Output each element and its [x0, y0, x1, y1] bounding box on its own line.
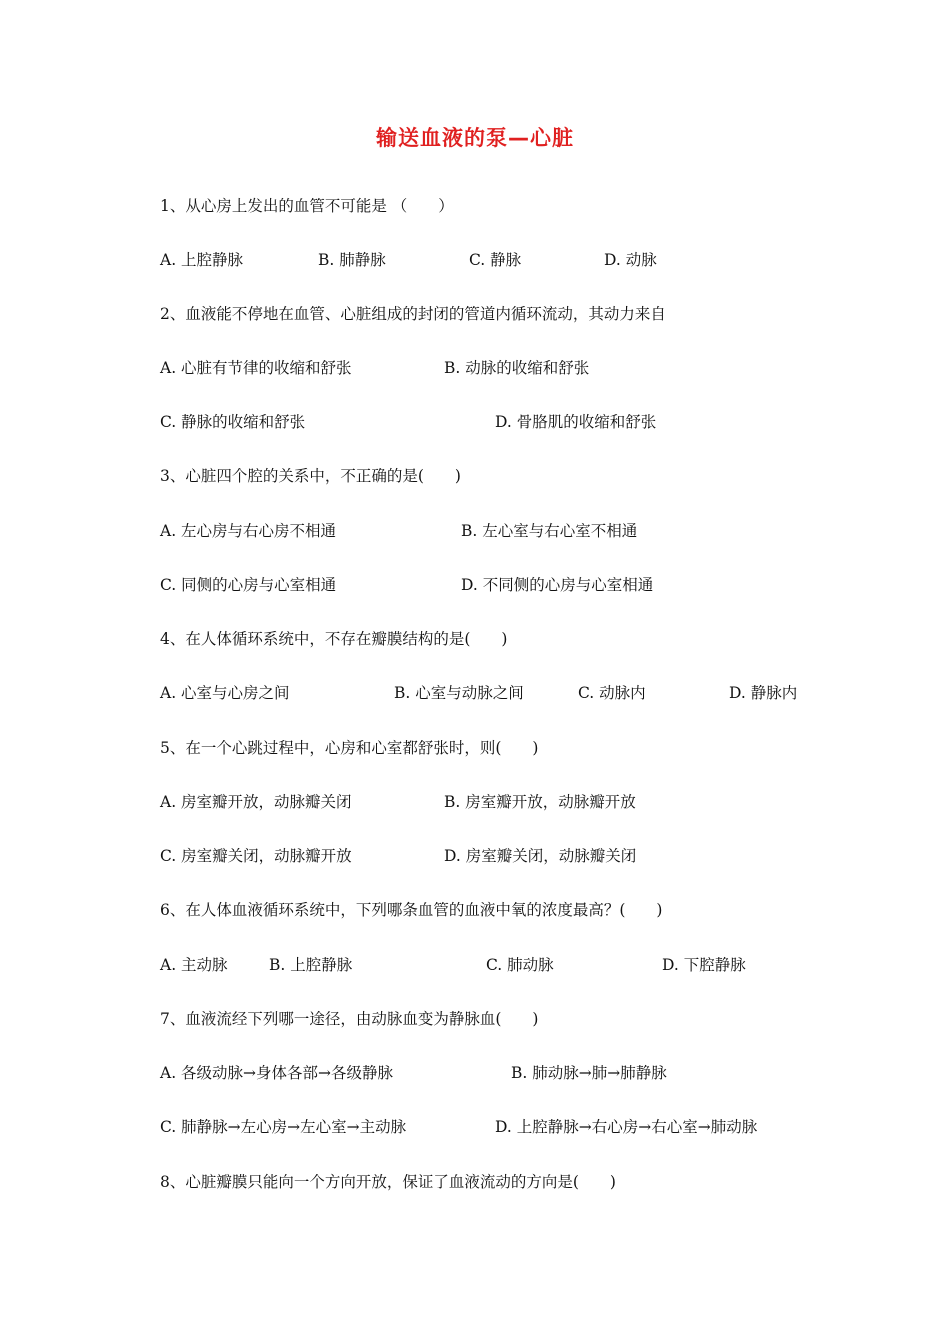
- question-7-option-c: C. 肺静脉→左心房→左心室→主动脉: [160, 1118, 407, 1136]
- question-1-option-b: B. 肺静脉: [318, 251, 386, 269]
- question-5-option-a: A. 房室瓣开放，动脉瓣关闭: [160, 793, 352, 811]
- question-6-stem: 6、在人体血液循环系统中，下列哪条血管的血液中氧的浓度最高？( ): [160, 901, 663, 919]
- question-7-option-a: A. 各级动脉→身体各部→各级静脉: [160, 1064, 394, 1082]
- question-2-option-a: A. 心脏有节律的收缩和舒张: [160, 359, 352, 377]
- question-5-option-d: D. 房室瓣关闭，动脉瓣关闭: [444, 847, 637, 865]
- question-3-option-c: C. 同侧的心房与心室相通: [160, 576, 337, 594]
- question-7-option-b: B. 肺动脉→肺→肺静脉: [511, 1064, 667, 1082]
- question-4-option-b: B. 心室与动脉之间: [394, 684, 524, 702]
- question-7-option-d: D. 上腔静脉→右心房→右心室→肺动脉: [495, 1118, 758, 1136]
- question-6-option-b: B. 上腔静脉: [269, 956, 353, 974]
- question-4-stem: 4、在人体循环系统中，不存在瓣膜结构的是( ): [160, 630, 508, 648]
- question-2-option-d: D. 骨胳肌的收缩和舒张: [495, 413, 657, 431]
- question-3-option-a: A. 左心房与右心房不相通: [160, 522, 337, 540]
- question-1-stem: 1、从心房上发出的血管不可能是 （ ）: [160, 197, 454, 215]
- question-1-option-d: D. 动脉: [604, 251, 657, 269]
- question-3-option-d: D. 不同侧的心房与心室相通: [461, 576, 654, 594]
- question-5-stem: 5、在一个心跳过程中，心房和心室都舒张时，则( ): [160, 739, 539, 757]
- question-5-option-c: C. 房室瓣关闭，动脉瓣开放: [160, 847, 352, 865]
- question-2-option-c: C. 静脉的收缩和舒张: [160, 413, 306, 431]
- document-title: 输送血液的泵—心脏: [376, 126, 574, 150]
- question-4-option-c: C. 动脉内: [578, 684, 646, 702]
- question-6-option-c: C. 肺动脉: [486, 956, 554, 974]
- question-6-option-a: A. 主动脉: [160, 956, 228, 974]
- question-2-stem: 2、血液能不停地在血管、心脏组成的封闭的管道内循环流动，其动力来自: [160, 305, 666, 323]
- question-1-option-c: C. 静脉: [469, 251, 522, 269]
- question-8-stem: 8、心脏瓣膜只能向一个方向开放，保证了血液流动的方向是( ): [160, 1173, 616, 1191]
- question-3-stem: 3、心脏四个腔的关系中，不正确的是( ): [160, 467, 461, 485]
- question-2-option-b: B. 动脉的收缩和舒张: [444, 359, 590, 377]
- question-3-option-b: B. 左心室与右心室不相通: [461, 522, 638, 540]
- question-4-option-a: A. 心室与心房之间: [160, 684, 290, 702]
- question-4-option-d: D. 静脉内: [729, 684, 798, 702]
- question-6-option-d: D. 下腔静脉: [662, 956, 746, 974]
- question-1-option-a: A. 上腔静脉: [160, 251, 244, 269]
- question-7-stem: 7、血液流经下列哪一途径，由动脉血变为静脉血( ): [160, 1010, 539, 1028]
- question-5-option-b: B. 房室瓣开放，动脉瓣开放: [444, 793, 636, 811]
